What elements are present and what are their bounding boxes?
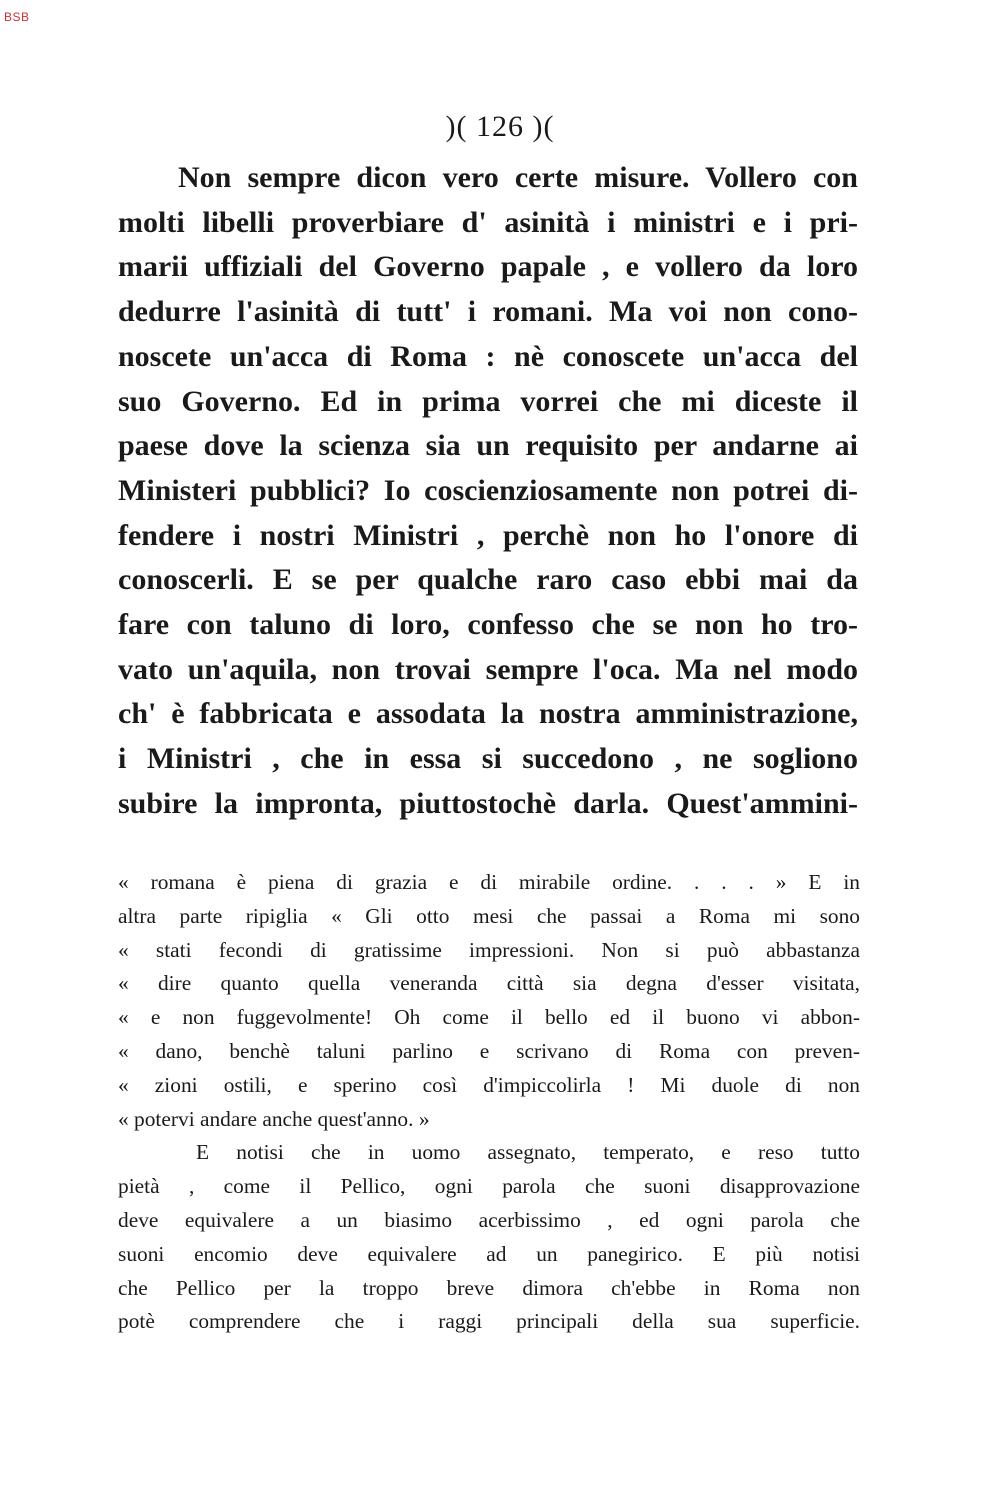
page-number: )( 126 )( (445, 110, 555, 143)
footnote-line: « stati fecondi di gratissime impressioni. Non si può abbastanza (118, 937, 860, 962)
footnote-line: « potervi andare anche quest'anno. » (118, 1106, 430, 1131)
text-line: marii uffiziali del Governo papale , e vollero da loro (118, 250, 858, 284)
footnote-line: « dire quanto quella veneranda città sia degna d'esser visitata, (118, 971, 860, 996)
footnote-paragraph-line: suoni encomio deve equivalere ad un panegirico. E più notisi (118, 1241, 860, 1266)
text-line: Non sempre dicon vero certe misure. Vollero con (178, 161, 858, 194)
text-line: paese dove la scienza sia un requisito per andarne ai (118, 429, 858, 463)
footnote-paragraph-line: pietà , come il Pellico, ogni parola che suoni disapprovazione (118, 1174, 860, 1199)
text-line: fare con taluno di loro, confesso che se non ho tro- (118, 608, 858, 642)
text-line: ch' è fabbricata e assodata la nostra amministrazione, (118, 697, 858, 731)
text-line: fendere i nostri Ministri , perchè non ho l'onore di (118, 518, 858, 552)
footnote-paragraph-line: E notisi che in uomo assegnato, temperato, e reso tutto (196, 1140, 860, 1165)
text-line: molti libelli proverbiare d' asinità i ministri e i pri- (118, 205, 858, 239)
footnote-line: « romana è piena di grazia e di mirabile ordine. . . . » E in (118, 870, 860, 894)
footnote-paragraph-line: che Pellico per la troppo breve dimora ch'ebbe in Roma non (118, 1275, 860, 1300)
main-text-block (118, 156, 858, 827)
footnote-line: altra parte ripiglia « Gli otto mesi che passai a Roma mi sono (118, 903, 860, 928)
text-line: i Ministri , che in essa si succedono , ne sogliono (118, 742, 858, 776)
footnote-block (118, 866, 860, 1339)
text-line: noscete un'acca di Roma : nè conoscete un'acca del (118, 339, 858, 373)
footnote-line: « dano, benchè taluni parlino e scrivano di Roma con preven- (118, 1038, 860, 1063)
text-line: Ministeri pubblici? Io coscienziosamente non potrei di- (118, 473, 858, 507)
footnote-line: « zioni ostili, e sperino così d'impiccolirla ! Mi duole di non (118, 1072, 860, 1097)
footnote-line: « e non fuggevolmente! Oh come il bello ed il buono vi abbon- (118, 1005, 860, 1030)
text-line: subire la impronta, piuttostochè darla. Quest'ammini- (118, 786, 858, 820)
text-line: dedurre l'asinità di tutt' i romani. Ma voi non cono- (118, 295, 858, 329)
text-line: vato un'aquila, non trovai sempre l'oca. Ma nel modo (118, 652, 858, 686)
text-line: conoscerli. E se per qualche raro caso ebbi mai da (118, 563, 858, 597)
footnote-paragraph-line: deve equivalere a un biasimo acerbissimo , ed ogni parola che (118, 1207, 860, 1232)
footnote-paragraph-line: potè comprendere che i raggi principali della sua superficie. (118, 1309, 860, 1334)
library-stamp: BSB (4, 10, 30, 24)
text-line: suo Governo. Ed in prima vorrei che mi diceste il (118, 384, 858, 418)
